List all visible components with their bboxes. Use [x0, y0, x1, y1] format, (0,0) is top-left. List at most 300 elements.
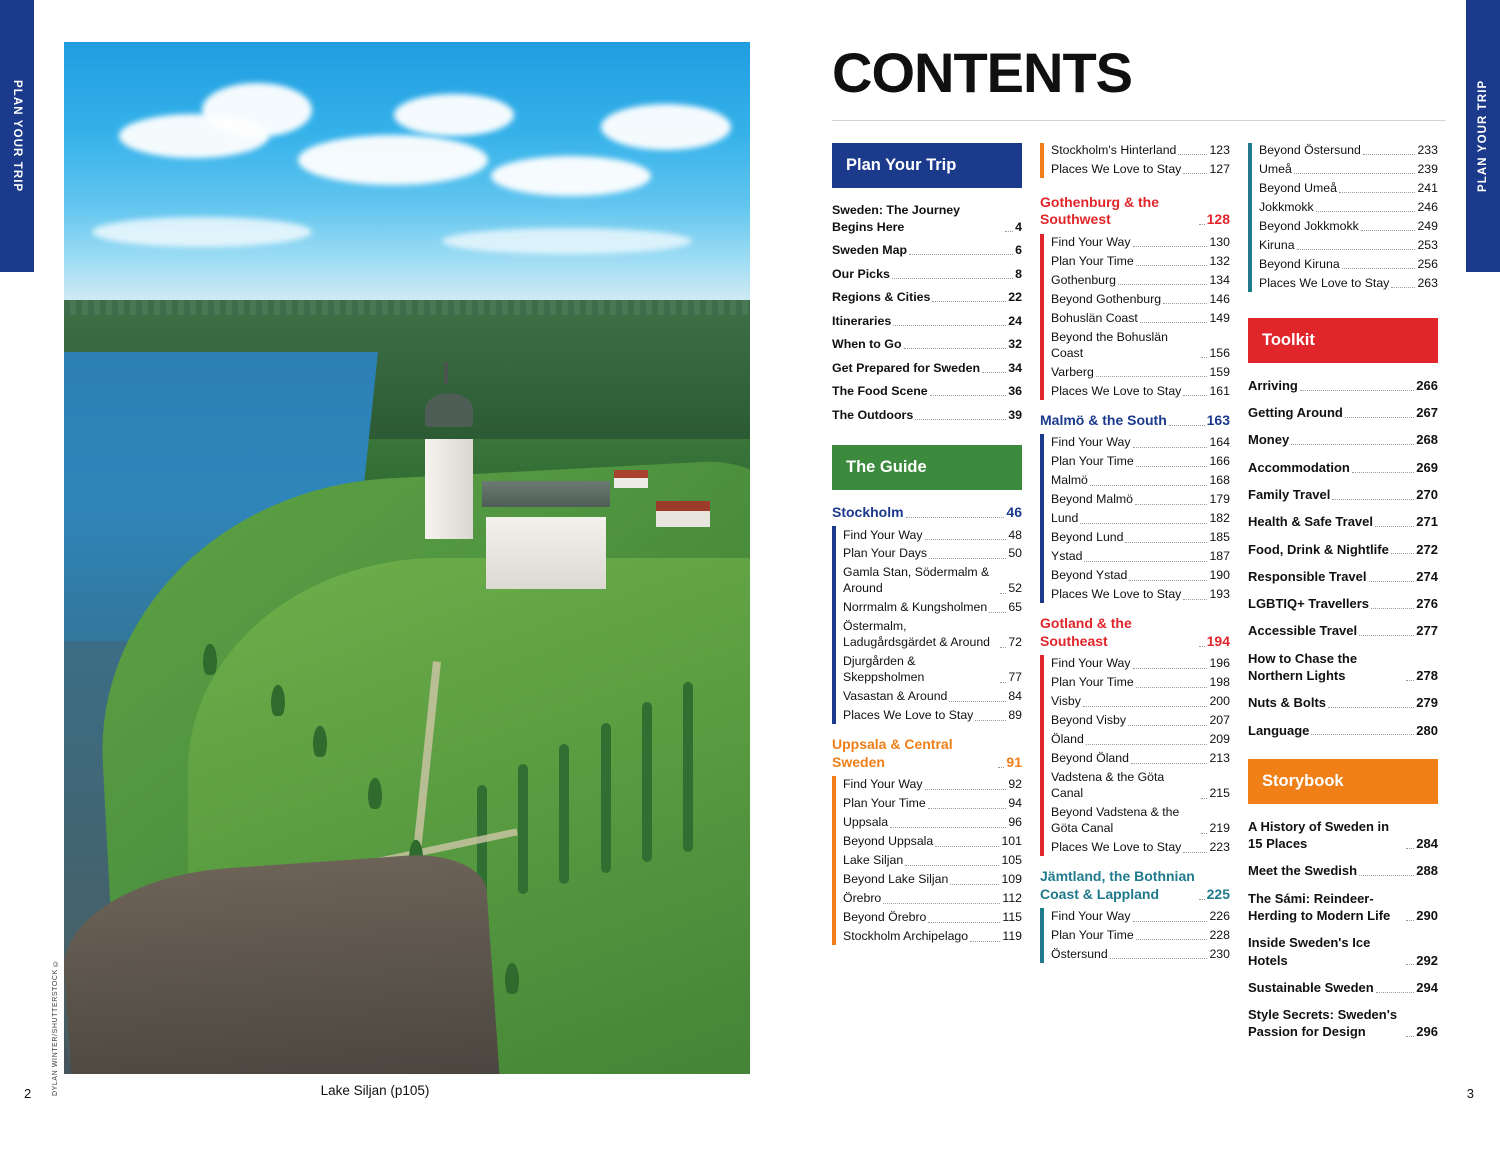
- subentry-label: Beyond Malmö: [1051, 492, 1134, 507]
- chapter-title[interactable]: [1040, 412, 1230, 430]
- toc-subentry[interactable]: [1051, 235, 1230, 251]
- leader-dots: [1406, 680, 1414, 681]
- cloud-icon: [601, 104, 731, 150]
- tree-icon: [504, 960, 520, 994]
- toc-subentry[interactable]: [1051, 947, 1230, 963]
- subentry-page: 213: [1209, 751, 1230, 766]
- toc-entry-label: Itineraries: [832, 313, 892, 328]
- leader-dots: [890, 827, 1006, 828]
- leader-dots: [1300, 390, 1414, 391]
- toc-entry-page: 267: [1416, 405, 1438, 421]
- toc-subentry[interactable]: [843, 910, 1022, 926]
- subentry-label: Vadstena & the Göta Canal: [1051, 770, 1165, 801]
- leader-dots: [949, 701, 1006, 702]
- toc-subentry[interactable]: [1259, 143, 1438, 159]
- hedge: [683, 682, 693, 852]
- toc-entry[interactable]: [1248, 377, 1438, 394]
- chapter-title[interactable]: [832, 504, 1022, 522]
- chapter-title[interactable]: [1040, 868, 1230, 903]
- leader-dots: [1352, 472, 1414, 473]
- subentry-page: 219: [1209, 821, 1230, 836]
- toc-entry-page: 36: [1008, 384, 1022, 398]
- toc-entry-label: Style Secrets: Sweden's Passion for Design: [1248, 1007, 1398, 1040]
- title-divider: [832, 120, 1446, 121]
- chapter-label: Stockholm: [832, 504, 904, 520]
- chapter-label: Gotland & the Southeast: [1040, 615, 1132, 649]
- leader-dots: [1294, 173, 1416, 174]
- leader-dots: [935, 846, 999, 847]
- subentry-page: 230: [1209, 946, 1230, 961]
- leader-dots: [925, 539, 1007, 540]
- chapter-items: [1040, 143, 1230, 178]
- toc-entry[interactable]: [1248, 568, 1438, 585]
- toc-entry-label: Sweden: The Journey Begins Here: [832, 203, 961, 234]
- toc-subentry[interactable]: [1051, 292, 1230, 308]
- subentry-page: 105: [1001, 853, 1022, 868]
- subentry-page: 94: [1008, 796, 1022, 811]
- contents-column-1: [832, 143, 1022, 957]
- toc-subentry[interactable]: [843, 834, 1022, 850]
- chapter-color-bar: [1040, 234, 1044, 400]
- subentry-label: Beyond Vadstena & the Göta Canal: [1051, 805, 1180, 836]
- red-roof-house: [656, 501, 710, 527]
- cloud-icon: [394, 94, 514, 136]
- subentry-label: Stockholm Archipelago: [843, 929, 969, 944]
- leader-dots: [1359, 635, 1414, 636]
- toc-entry[interactable]: [1248, 404, 1438, 421]
- leader-dots: [1391, 553, 1414, 554]
- subentry-page: 241: [1417, 180, 1438, 195]
- chapter-items: [832, 777, 1022, 945]
- toc-entry[interactable]: [1248, 459, 1438, 476]
- leader-dots: [950, 884, 999, 885]
- toc-chapter-gothenburg-southwest: [1040, 194, 1230, 400]
- subentry-page: 156: [1209, 345, 1230, 360]
- toc-entry-label: Language: [1248, 722, 1310, 738]
- toc-chapter-uppsala-continued: [1040, 143, 1230, 178]
- leader-dots: [1311, 734, 1414, 735]
- toc-entry-label: Sustainable Sweden: [1248, 979, 1374, 995]
- subentry-label: Plan Your Time: [1051, 928, 1134, 942]
- side-tab-left: PLAN YOUR TRIP: [0, 0, 34, 272]
- toc-subentry[interactable]: [1051, 143, 1230, 159]
- toc-entry-label: LGBTIQ+ Travellers: [1248, 596, 1370, 612]
- toc-subentry[interactable]: [1259, 162, 1438, 178]
- toc-entry-label: Accommodation: [1248, 459, 1350, 475]
- subentry-page: 112: [1002, 891, 1022, 906]
- toc-entry[interactable]: [832, 407, 1022, 424]
- page-title: CONTENTS: [832, 41, 1132, 104]
- subentry-page: 263: [1417, 275, 1438, 290]
- toc-entry-label: Responsible Travel: [1248, 568, 1367, 584]
- toc-entry[interactable]: [1248, 595, 1438, 612]
- subentry-page: 115: [1002, 910, 1022, 925]
- toc-subentry[interactable]: [1051, 365, 1230, 381]
- chapter-title[interactable]: [832, 736, 1022, 771]
- toc-subentry[interactable]: [843, 872, 1022, 888]
- toc-subentry[interactable]: [1051, 492, 1230, 508]
- leader-dots: [1000, 647, 1006, 648]
- chapter-items: [1040, 435, 1230, 603]
- toc-entry-page: 270: [1416, 487, 1438, 502]
- toc-subentry[interactable]: [1051, 311, 1230, 327]
- leader-dots: [1133, 246, 1208, 247]
- toc-subentry[interactable]: [1051, 454, 1230, 470]
- subentry-page: 72: [1008, 635, 1022, 650]
- leader-dots: [1363, 154, 1416, 155]
- toc-subentry[interactable]: [843, 619, 1022, 651]
- leader-dots: [1328, 707, 1414, 708]
- toc-entry[interactable]: [1248, 979, 1438, 996]
- subentry-page: 77: [1008, 670, 1022, 685]
- toc-subentry[interactable]: [843, 654, 1022, 686]
- subentry-page: 239: [1417, 161, 1438, 176]
- leader-dots: [1178, 154, 1207, 155]
- toc-subentry[interactable]: [1051, 435, 1230, 451]
- toc-subentry[interactable]: [1051, 751, 1230, 767]
- toc-entry[interactable]: [1248, 934, 1438, 969]
- toc-entry-page: 8: [1015, 266, 1022, 281]
- leader-dots: [1199, 224, 1205, 225]
- toc-subentry[interactable]: [1051, 840, 1230, 856]
- subentry-label: Lund: [1051, 511, 1079, 526]
- toc-subentry[interactable]: [1259, 219, 1438, 235]
- subentry-label: Places We Love to Stay: [1051, 383, 1182, 398]
- toc-entry-page: 296: [1416, 1024, 1438, 1040]
- toc-subentry[interactable]: [1051, 384, 1230, 400]
- toc-subentry[interactable]: [1051, 694, 1230, 710]
- toc-entry[interactable]: [1248, 862, 1438, 879]
- toc-subentry[interactable]: [1051, 928, 1230, 944]
- right-page: [750, 0, 1500, 1154]
- toc-entry[interactable]: [832, 242, 1022, 259]
- subentry-page: 127: [1209, 161, 1230, 176]
- section-heading-toolkit: Toolkit: [1248, 318, 1438, 363]
- subentry-page: 246: [1417, 199, 1438, 214]
- subentry-label: Beyond the Bohuslän Coast: [1051, 329, 1168, 360]
- toc-entry[interactable]: [832, 336, 1022, 353]
- leader-dots: [982, 372, 1006, 373]
- toc-entry[interactable]: [1248, 722, 1438, 739]
- leader-dots: [1201, 357, 1207, 358]
- page-number-left: 2: [24, 1086, 32, 1101]
- leader-dots: [1005, 231, 1013, 232]
- subentry-label: Find Your Way: [1051, 435, 1131, 450]
- subentry-page: 209: [1209, 732, 1230, 747]
- toc-entry-page: 280: [1416, 722, 1438, 738]
- toc-entry[interactable]: [1248, 622, 1438, 639]
- chapter-title[interactable]: [1040, 194, 1230, 229]
- subentry-label: Plan Your Days: [843, 546, 928, 561]
- toc-subentry[interactable]: [1259, 257, 1438, 273]
- toc-entry[interactable]: [832, 360, 1022, 377]
- leader-dots: [906, 517, 1005, 518]
- chapter-items: [832, 528, 1022, 725]
- subentry-label: Beyond Visby: [1051, 713, 1126, 728]
- leader-dots: [915, 419, 1006, 420]
- toc-subentry[interactable]: [1051, 805, 1230, 837]
- subentry-label: Kiruna: [1259, 237, 1295, 252]
- leader-dots: [1086, 744, 1208, 745]
- toc-entry[interactable]: [1248, 431, 1438, 448]
- toc-entry-page: 39: [1008, 407, 1022, 422]
- chapter-items: [1040, 909, 1230, 963]
- subentry-label: Places We Love to Stay: [1051, 840, 1182, 855]
- toc-entry-page: 290: [1416, 907, 1438, 923]
- chapter-label: Jämtland, the Bothnian Coast & Lappland: [1040, 868, 1195, 902]
- leader-dots: [1135, 504, 1207, 505]
- page-number-right: 3: [1466, 1086, 1474, 1101]
- toc-subentry[interactable]: [843, 546, 1022, 562]
- chapter-title[interactable]: [1040, 615, 1230, 650]
- toc-entry[interactable]: [1248, 486, 1438, 503]
- lake-siljan-photo: [64, 42, 752, 1074]
- toc-subentry[interactable]: [1051, 656, 1230, 672]
- subentry-page: 50: [1008, 546, 1022, 561]
- section-heading-storybook: Storybook: [1248, 759, 1438, 804]
- tree-icon: [202, 641, 218, 675]
- church-building: [486, 517, 606, 589]
- toc-entry[interactable]: [1248, 650, 1438, 685]
- leader-dots: [905, 865, 999, 866]
- toc-subentry[interactable]: [1051, 530, 1230, 546]
- subentry-page: 233: [1417, 143, 1438, 157]
- toc-subentry[interactable]: [1259, 276, 1438, 292]
- leader-dots: [1183, 852, 1207, 853]
- toc-entry-label: Food, Drink & Nightlife: [1248, 541, 1389, 557]
- toc-subentry[interactable]: [843, 891, 1022, 907]
- subentry-page: 179: [1209, 492, 1230, 507]
- toc-subentry[interactable]: [1051, 254, 1230, 270]
- subentry-label: Plan Your Time: [843, 796, 926, 811]
- subentry-page: 196: [1209, 656, 1230, 671]
- toc-subentry[interactable]: [843, 689, 1022, 705]
- toc-entry-page: 294: [1416, 979, 1438, 995]
- toc-subentry[interactable]: [1051, 909, 1230, 925]
- toc-subentry[interactable]: [1051, 162, 1230, 178]
- toc-entry-page: 292: [1416, 952, 1438, 968]
- toc-entry-page: 34: [1008, 360, 1022, 375]
- subentry-label: Places We Love to Stay: [1051, 587, 1182, 602]
- toc-subentry[interactable]: [843, 853, 1022, 869]
- subentry-page: 190: [1209, 568, 1230, 583]
- toc-entry-page: 22: [1008, 290, 1022, 304]
- subentry-label: Find Your Way: [843, 527, 923, 542]
- toc-subentry[interactable]: [1051, 273, 1230, 289]
- leader-dots: [1371, 608, 1414, 609]
- subentry-page: 228: [1209, 928, 1230, 942]
- leader-dots: [1342, 268, 1416, 269]
- toc-entry-label: Regions & Cities: [832, 290, 931, 304]
- toc-entry[interactable]: [832, 313, 1022, 330]
- toc-entry[interactable]: [1248, 890, 1438, 925]
- toc-chapter-stockholm: [832, 504, 1022, 724]
- chapter-page: 163: [1206, 411, 1230, 428]
- subentry-label: Norrmalm & Kungsholmen: [843, 600, 988, 615]
- subentry-label: Beyond Östersund: [1259, 143, 1361, 157]
- leader-dots: [932, 301, 1006, 302]
- chapter-page: 46: [1006, 504, 1022, 520]
- leader-dots: [970, 941, 1000, 942]
- toc-entry-page: 276: [1416, 596, 1438, 612]
- subentry-page: 164: [1209, 435, 1230, 450]
- toc-subentry[interactable]: [1051, 770, 1230, 802]
- hedge: [601, 723, 611, 873]
- toc-entry-label: How to Chase the Northern Lights: [1248, 650, 1358, 683]
- photo-caption: Lake Siljan (p105): [320, 1083, 430, 1098]
- subentry-label: Places We Love to Stay: [843, 708, 974, 723]
- subentry-label: Jokkmokk: [1259, 199, 1314, 214]
- subentry-page: 109: [1001, 872, 1022, 887]
- photo-canvas: [64, 42, 752, 1074]
- leader-dots: [1163, 303, 1207, 304]
- subentry-label: Beyond Gothenburg: [1051, 291, 1162, 306]
- toc-subentry[interactable]: [843, 815, 1022, 831]
- toc-entry-page: 24: [1008, 313, 1022, 328]
- subentry-page: 48: [1008, 527, 1022, 542]
- toc-subentry[interactable]: [843, 796, 1022, 812]
- toc-subentry[interactable]: [843, 929, 1022, 945]
- toc-subentry[interactable]: [1051, 549, 1230, 565]
- subentry-page: 84: [1008, 689, 1022, 704]
- leader-dots: [1000, 682, 1006, 683]
- toc-entry-page: 274: [1416, 568, 1438, 584]
- toc-subentry[interactable]: [1051, 587, 1230, 603]
- subentry-label: Öland: [1051, 732, 1084, 747]
- leader-dots: [1375, 526, 1414, 527]
- toc-entry[interactable]: [832, 289, 1022, 306]
- toc-entry-page: 271: [1416, 514, 1438, 530]
- leader-dots: [1406, 920, 1414, 921]
- contents-column-3: [1248, 143, 1438, 1051]
- leader-dots: [1369, 581, 1415, 582]
- toc-entry-page: 277: [1416, 623, 1438, 639]
- subentry-page: 256: [1417, 256, 1438, 271]
- subentry-page: 89: [1008, 708, 1022, 723]
- hedge: [642, 702, 652, 862]
- subentry-label: Beyond Jokkmokk: [1259, 218, 1359, 233]
- subentry-page: 249: [1417, 218, 1438, 233]
- toc-subentry[interactable]: [1051, 732, 1230, 748]
- subentry-label: Gamla Stan, Södermalm & Around: [843, 565, 990, 596]
- leader-dots: [1406, 964, 1414, 965]
- toc-subentry[interactable]: [1051, 511, 1230, 527]
- leader-dots: [1140, 322, 1208, 323]
- toc-subentry[interactable]: [843, 600, 1022, 616]
- subentry-label: Bohuslän Coast: [1051, 310, 1138, 325]
- leader-dots: [1083, 706, 1208, 707]
- toc-entry-label: Arriving: [1248, 377, 1298, 393]
- subentry-label: Beyond Lund: [1051, 530, 1124, 545]
- leader-dots: [1376, 992, 1415, 993]
- chapter-color-bar: [832, 526, 836, 724]
- leader-dots: [975, 720, 1006, 721]
- section-heading-the-guide: The Guide: [832, 445, 1022, 490]
- toc-subentry[interactable]: [843, 708, 1022, 724]
- toc-entry-page: 266: [1416, 377, 1438, 393]
- toc-subentry[interactable]: [1051, 568, 1230, 584]
- toc-subentry[interactable]: [843, 565, 1022, 597]
- toc-subentry[interactable]: [1051, 675, 1230, 691]
- church-spire: [444, 362, 448, 384]
- chapter-color-bar: [1040, 655, 1044, 856]
- toc-entry[interactable]: [1248, 513, 1438, 530]
- leader-dots: [1339, 192, 1416, 193]
- toc-entry-page: 269: [1416, 459, 1438, 475]
- subentry-label: Malmö: [1051, 473, 1088, 488]
- subentry-page: 253: [1417, 237, 1438, 252]
- subentry-page: 134: [1209, 272, 1230, 287]
- leader-dots: [928, 922, 1000, 923]
- toc-entry-label: Meet the Swedish: [1248, 863, 1358, 879]
- toc-chapter-gotland-southeast: [1040, 615, 1230, 856]
- subentry-label: Östermalm, Ladugårdsgärdet & Around: [843, 619, 990, 650]
- leader-dots: [925, 789, 1007, 790]
- photo-credit: DYLAN WINTER/SHUTTERSTOCK ©: [52, 958, 59, 1096]
- toc-chapter-jamtland-continued: [1248, 143, 1438, 292]
- leader-dots: [1090, 485, 1208, 486]
- chapter-page: 128: [1206, 211, 1230, 228]
- subentry-label: Beyond Öland: [1051, 751, 1129, 766]
- subentry-label: Beyond Umeå: [1259, 180, 1337, 195]
- toc-entry-label: Inside Sweden's Ice Hotels: [1248, 935, 1371, 968]
- toc-entry[interactable]: [832, 202, 1022, 235]
- toc-subentry[interactable]: [1051, 713, 1230, 729]
- toc-entry[interactable]: [1248, 694, 1438, 711]
- toc-entry-page: 284: [1416, 836, 1438, 852]
- toc-entry-label: A History of Sweden in 15 Places: [1248, 818, 1390, 852]
- toc-entry[interactable]: [1248, 541, 1438, 558]
- leader-dots: [883, 903, 1000, 904]
- leader-dots: [1201, 798, 1207, 799]
- subentry-label: Beyond Lake Siljan: [843, 872, 949, 887]
- subentry-label: Vasastan & Around: [843, 689, 948, 704]
- toc-subentry[interactable]: [1259, 238, 1438, 254]
- leader-dots: [904, 348, 1007, 349]
- toc-entry-label: When to Go: [832, 337, 902, 351]
- subentry-label: Beyond Uppsala: [843, 834, 934, 849]
- toc-subentry[interactable]: [1259, 181, 1438, 197]
- toc-subentry[interactable]: [843, 777, 1022, 793]
- chapter-color-bar: [1040, 434, 1044, 603]
- toc-subentry[interactable]: [843, 528, 1022, 544]
- toc-entry[interactable]: [1248, 818, 1438, 853]
- chapter-page: 91: [1006, 753, 1022, 770]
- toc-entry[interactable]: [1248, 1006, 1438, 1041]
- toc-entry-page: 6: [1015, 243, 1022, 257]
- subentry-page: 65: [1008, 600, 1022, 615]
- toc-entry-page: 32: [1008, 337, 1022, 351]
- leader-dots: [1361, 230, 1416, 231]
- chapter-page: 225: [1206, 885, 1230, 902]
- toc-entry-label: Money: [1248, 432, 1290, 448]
- subentry-label: Beyond Kiruna: [1259, 256, 1340, 271]
- subentry-label: Lake Siljan: [843, 853, 904, 868]
- subentry-label: Djurgården & Skeppsholmen: [843, 654, 925, 685]
- subentry-page: 96: [1008, 815, 1022, 830]
- leader-dots: [1000, 593, 1006, 594]
- toc-subentry[interactable]: [1051, 330, 1230, 362]
- toc-subentry[interactable]: [1259, 200, 1438, 216]
- toc-subentry[interactable]: [1051, 473, 1230, 489]
- leader-dots: [1096, 376, 1208, 377]
- subentry-page: 146: [1209, 291, 1230, 306]
- chapter-label: Uppsala & Central Sweden: [832, 736, 953, 770]
- subentry-page: 123: [1209, 143, 1230, 157]
- toc-entry[interactable]: [832, 266, 1022, 283]
- toc-entry-label: Getting Around: [1248, 405, 1343, 421]
- toc-entry[interactable]: [832, 383, 1022, 400]
